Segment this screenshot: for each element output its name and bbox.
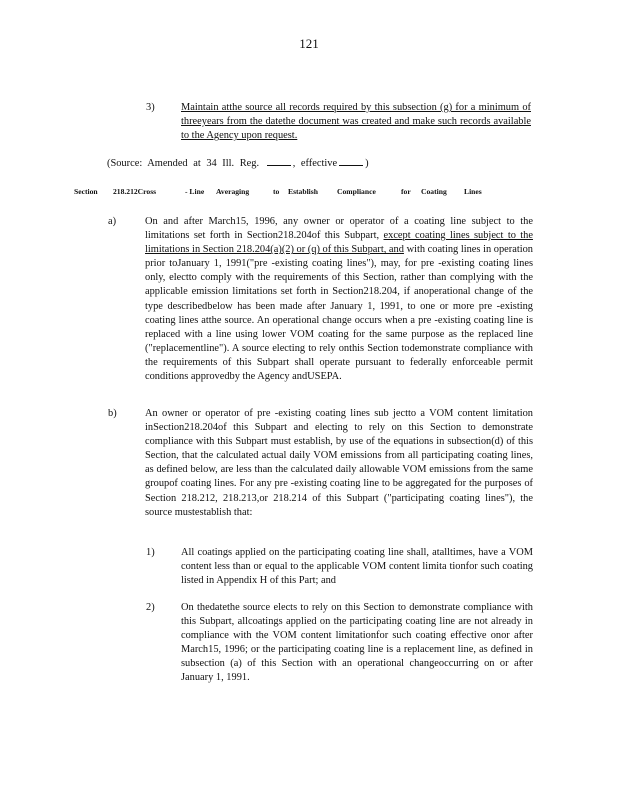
item-3-text: Maintain atthe source all records required by this subsection (g) for a minimum of threeyears from the datethe document was created and make such records available to the Agency upon request. (181, 102, 531, 142)
heading-compliance: Compliance (337, 187, 376, 196)
para-a-text-2: with coating lines in operation prior toJanuary 1, 1991("pre -existing coating lines"), may, for pre -existing coating lines only, electto comply with the requirements of this Section, rather than complying with the applicable emission limitations set forth in Section218.204, if anoperational change of the type describedbelow has been made after January 1, 1991, to one or more pre -existing coating lines atthe source. An operational change occurs when a pre -existing coating line is replaced with a line using lower VOM coating for the same purpose as the replaced line ("replacementline"). A source electing to rely onthis Section todemonstrate compliance with the requirements of this Subpart shall operate pursuant to federally enforceable permit conditions approvedby the Agency andUSEPA. (145, 244, 533, 383)
source-note (107, 156, 369, 169)
reg-number-blank (267, 156, 291, 166)
heading-line: - Line (185, 187, 205, 196)
sub-1-text: All coatings applied on the participating coating line shall, atalltimes, have a VOM content less than or equal to the applicable VOM content limita tionfor such coating listed in Appendix H of this Part; and (181, 547, 533, 587)
heading-section-number: 218.212Cross (113, 187, 157, 196)
source-comma: , (292, 158, 296, 169)
heading-to: to (273, 187, 280, 196)
para-b-text: An owner or operator of pre -existing coating lines sub jectto a VOM content limitation inSection218.204of this Subpart and electing to rely on this Section to demonstrate compliance with this Subpart must establish, by use of the equations in subsection(d) of this Section, that the calculated actual daily VOM emissions from all participating coating lines, as defined below, are less than the calculated daily allowable VOM emissions from the same groupof coating lines. For any pre -existing coating line to be aggregated for the purposes of Section 218.212, 218.213,or 218.214 of this Subpart ("participating coating lines"), the source mustestablish that: (145, 408, 533, 518)
sub-1-label: 1) (146, 547, 155, 558)
heading-coating: Coating (421, 187, 447, 196)
sub-2-label: 2) (146, 602, 155, 613)
para-a-text (145, 215, 533, 384)
page-number: 121 (299, 36, 319, 51)
heading-lines: Lines (464, 187, 482, 196)
source-close: ) (365, 158, 369, 169)
effective-date-blank (339, 156, 363, 166)
heading-averaging: Averaging (216, 187, 250, 196)
para-a-underlined-text: except coating lines subject to the limitations in Section 218.204(a)(2) or (q) of this Subpart, and (145, 230, 533, 256)
heading-establish: Establish (288, 187, 318, 196)
source-prefix: (Source: (107, 158, 143, 169)
item-3-label: 3) (146, 102, 155, 113)
source-middle: Amended at 34 Ill. Reg. (147, 158, 260, 169)
heading-section-word: Section (74, 187, 98, 196)
para-b-label: b) (108, 408, 117, 419)
heading-for: for (401, 187, 411, 196)
source-effective: effective (300, 158, 338, 169)
sub-2-text: On thedatethe source elects to rely on this Section to demonstrate compliance with this Subpart, allcoatings applied on the participating coating line are not already in compliance with the VOM content limitationfor such coating effective onor after March15, 1996; or the participating coating line is a replacement line, as defined in subsection (a) of this Section with an operational changeoccurring on or after January 1, 1991. (181, 602, 533, 684)
para-a-text-1: On and after March15, 1996, any owner or operator of a coating line subject to the limitations set forth in Section218.204of this Subpart, (145, 216, 533, 242)
para-a-label: a) (108, 216, 117, 227)
